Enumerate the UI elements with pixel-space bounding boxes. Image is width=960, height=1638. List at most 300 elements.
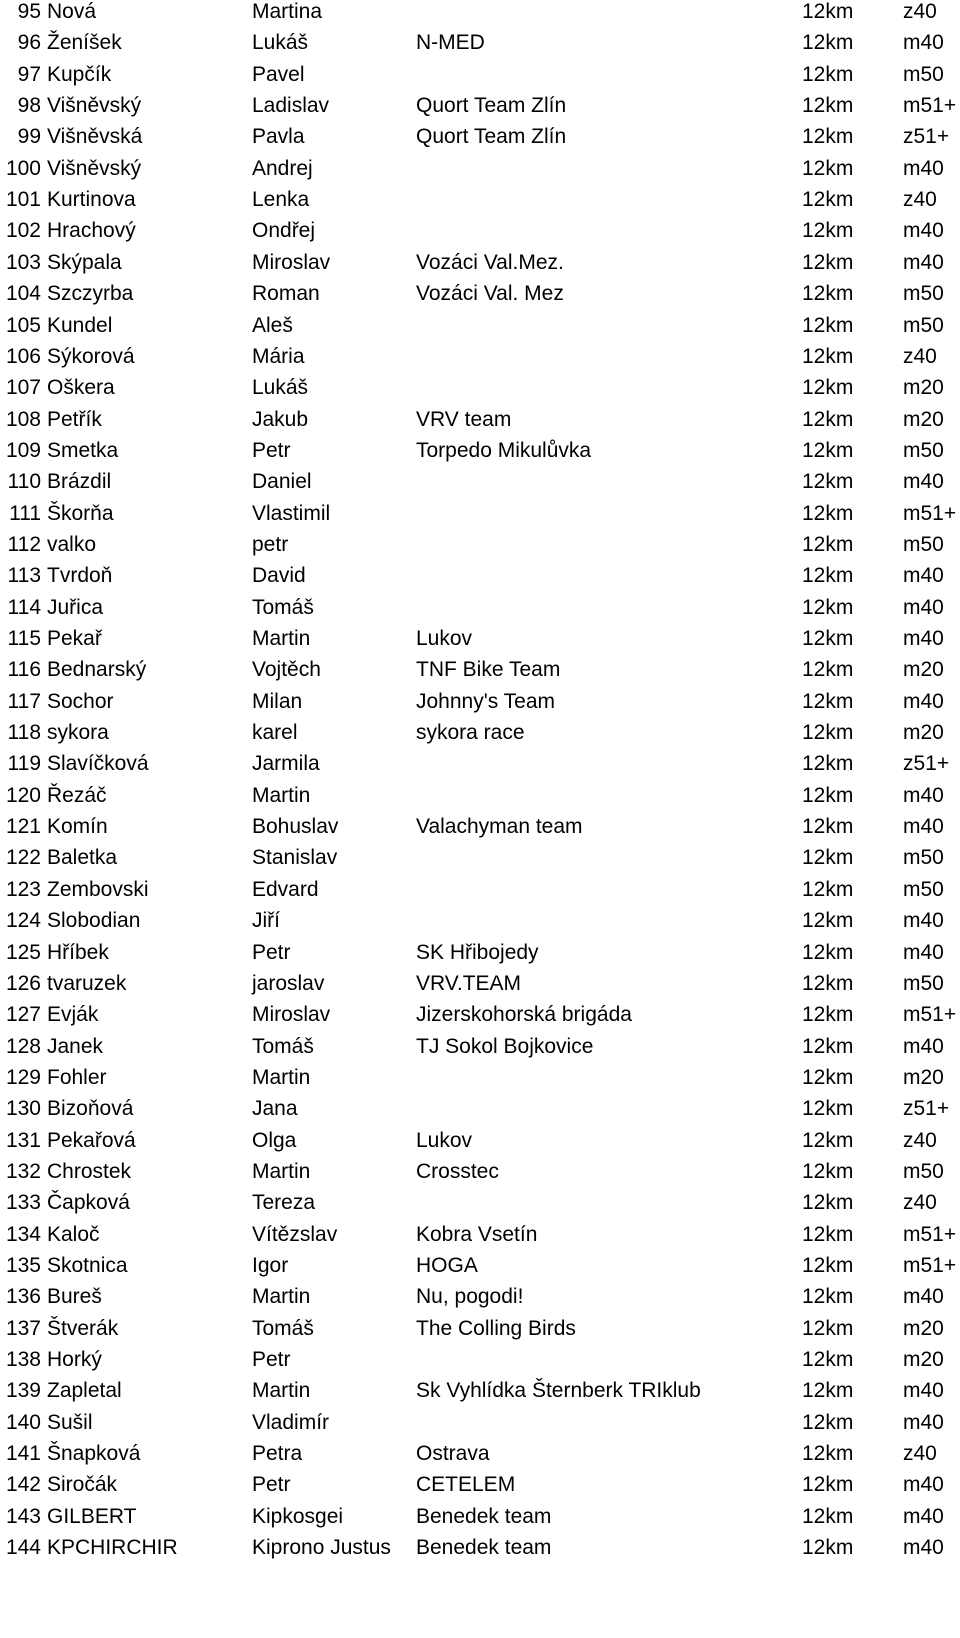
last-name: Řezáč xyxy=(47,783,107,807)
first-name: Lukáš xyxy=(252,31,309,55)
last-name: Kurtinova xyxy=(47,188,136,212)
team-name: TJ Sokol Bojkovice xyxy=(416,1034,594,1058)
last-name: Kaloč xyxy=(47,1222,100,1246)
last-name: Štverák xyxy=(47,1316,119,1340)
team-name: N-MED xyxy=(416,31,485,55)
table-row xyxy=(0,1501,960,1533)
table-row xyxy=(0,968,960,1000)
first-name: Roman xyxy=(252,282,320,306)
category: m40 xyxy=(903,564,944,588)
first-name: karel xyxy=(252,721,298,745)
team-name: Vozáci Val.Mez. xyxy=(416,250,564,274)
team-name: CETELEM xyxy=(416,1473,516,1497)
start-number: 140 xyxy=(5,1410,41,1434)
table-row xyxy=(0,686,960,718)
category: z40 xyxy=(903,1442,937,1466)
team-name: Nu, pogodi! xyxy=(416,1285,524,1309)
start-number: 132 xyxy=(5,1159,41,1183)
start-number: 126 xyxy=(5,971,41,995)
last-name: Oškera xyxy=(47,376,115,400)
first-name: Tomáš xyxy=(252,595,314,619)
first-name: Igor xyxy=(252,1254,289,1277)
category: m50 xyxy=(903,1159,944,1183)
category: m20 xyxy=(903,1348,944,1372)
category: z51+ xyxy=(903,125,950,149)
table-row xyxy=(0,811,960,843)
table-row xyxy=(0,1407,960,1439)
team-name: Ostrava xyxy=(416,1442,490,1466)
category: m50 xyxy=(903,877,944,901)
start-number: 137 xyxy=(5,1316,41,1340)
first-name: Petr xyxy=(252,940,291,964)
table-row xyxy=(0,905,960,937)
table-row xyxy=(0,0,960,28)
distance: 12km xyxy=(802,188,854,212)
table-row xyxy=(0,278,960,310)
category: m20 xyxy=(903,407,944,431)
distance: 12km xyxy=(802,0,854,23)
start-number: 128 xyxy=(5,1034,41,1058)
distance: 12km xyxy=(802,501,854,525)
start-number: 112 xyxy=(7,532,41,556)
distance: 12km xyxy=(802,658,854,682)
table-row xyxy=(0,1532,960,1564)
last-name: Višněvský xyxy=(47,94,142,118)
first-name: Lukáš xyxy=(252,376,309,400)
start-number: 95 xyxy=(17,0,41,23)
table-row xyxy=(0,215,960,247)
first-name: Martina xyxy=(252,0,323,23)
distance: 12km xyxy=(802,721,854,745)
first-name: David xyxy=(252,564,306,588)
start-number: 121 xyxy=(5,815,41,839)
category: m40 xyxy=(903,595,944,619)
start-number: 98 xyxy=(17,94,41,118)
last-name: Siročák xyxy=(47,1473,118,1497)
first-name: Tomáš xyxy=(252,1316,314,1340)
distance: 12km xyxy=(802,1065,854,1089)
category: m40 xyxy=(903,689,944,713)
start-number: 101 xyxy=(5,188,41,212)
team-name: Benedek team xyxy=(416,1536,552,1560)
table-row xyxy=(0,717,960,749)
last-name: Komín xyxy=(47,815,108,839)
first-name: Kiprono Justus xyxy=(252,1536,391,1560)
category: z40 xyxy=(903,0,937,23)
distance: 12km xyxy=(802,846,854,870)
table-row xyxy=(0,1281,960,1313)
distance: 12km xyxy=(802,407,854,431)
category: m40 xyxy=(903,250,944,274)
team-name: The Colling Birds xyxy=(416,1316,576,1340)
last-name: Baletka xyxy=(47,846,118,870)
distance: 12km xyxy=(802,1473,854,1497)
first-name: Tomáš xyxy=(252,1034,314,1058)
category: m40 xyxy=(903,1034,944,1058)
last-name: Evják xyxy=(47,1003,99,1027)
distance: 12km xyxy=(802,1128,854,1152)
first-name: Vítězslav xyxy=(252,1222,338,1246)
last-name: Horký xyxy=(47,1348,102,1372)
category: m40 xyxy=(903,1410,944,1434)
table-row xyxy=(0,1250,960,1282)
team-name: Johnny's Team xyxy=(416,689,556,713)
table-row xyxy=(0,435,960,467)
distance: 12km xyxy=(802,1159,854,1183)
table-row xyxy=(0,498,960,530)
distance: 12km xyxy=(802,1097,854,1121)
first-name: Martin xyxy=(252,783,311,807)
category: z40 xyxy=(903,188,937,212)
team-name: Lukov xyxy=(416,627,473,650)
team-name: Vozáci Val. Mez xyxy=(416,282,564,306)
distance: 12km xyxy=(802,438,854,462)
category: m20 xyxy=(903,721,944,745)
team-name: Lukov xyxy=(416,1128,473,1152)
team-name: Sk Vyhlídka Šternberk TRIklub xyxy=(416,1379,701,1403)
last-name: Zembovski xyxy=(47,877,149,901)
last-name: Višněvská xyxy=(47,125,143,149)
distance: 12km xyxy=(802,532,854,556)
start-number: 133 xyxy=(5,1191,41,1215)
distance: 12km xyxy=(802,1316,854,1340)
last-name: Slobodian xyxy=(47,909,141,933)
table-row xyxy=(0,1469,960,1501)
category: m50 xyxy=(903,846,944,870)
last-name: Pekař xyxy=(47,627,102,650)
last-name: Brázdil xyxy=(47,470,112,494)
last-name: Pekařová xyxy=(47,1128,136,1152)
last-name: Smetka xyxy=(47,438,119,462)
first-name: Miroslav xyxy=(252,250,331,274)
distance: 12km xyxy=(802,250,854,274)
category: m51+ xyxy=(903,501,957,525)
last-name: Hrachový xyxy=(47,219,136,243)
first-name: Jiří xyxy=(252,909,280,933)
distance: 12km xyxy=(802,313,854,337)
distance: 12km xyxy=(802,1222,854,1246)
last-name: Bednarský xyxy=(47,658,147,682)
first-name: Vladimír xyxy=(252,1410,330,1434)
distance: 12km xyxy=(802,783,854,807)
category: z51+ xyxy=(903,752,950,776)
last-name: Hříbek xyxy=(47,940,109,964)
team-name: SK Hřibojedy xyxy=(416,940,539,964)
last-name: tvaruzek xyxy=(47,971,127,995)
category: m51+ xyxy=(903,94,957,118)
table-row xyxy=(0,780,960,812)
table-row xyxy=(0,592,960,624)
table-row xyxy=(0,1093,960,1125)
first-name: Martin xyxy=(252,1065,311,1089)
first-name: Ondřej xyxy=(252,219,316,243)
first-name: Pavla xyxy=(252,125,305,149)
table-row xyxy=(0,1031,960,1063)
start-number: 106 xyxy=(5,344,41,368)
distance: 12km xyxy=(802,344,854,368)
last-name: Chrostek xyxy=(47,1159,132,1183)
category: m40 xyxy=(903,1285,944,1309)
last-name: Čapková xyxy=(47,1191,130,1215)
first-name: Vlastimil xyxy=(252,501,331,525)
start-number: 143 xyxy=(5,1504,41,1528)
category: z40 xyxy=(903,1128,937,1152)
category: m50 xyxy=(903,62,944,86)
distance: 12km xyxy=(802,156,854,180)
distance: 12km xyxy=(802,1442,854,1466)
start-number: 129 xyxy=(5,1065,41,1089)
team-name: Quort Team Zlín xyxy=(416,125,567,149)
category: z40 xyxy=(903,1191,937,1215)
team-name: HOGA xyxy=(416,1254,478,1277)
last-name: Sochor xyxy=(47,689,114,713)
table-row xyxy=(0,937,960,969)
category: m51+ xyxy=(903,1003,957,1027)
start-number: 100 xyxy=(5,156,41,180)
start-number: 115 xyxy=(7,627,41,650)
category: m50 xyxy=(903,532,944,556)
distance: 12km xyxy=(802,125,854,149)
distance: 12km xyxy=(802,877,854,901)
table-row xyxy=(0,1156,960,1188)
first-name: Jarmila xyxy=(252,752,320,776)
last-name: Slavíčková xyxy=(47,752,149,776)
start-number: 109 xyxy=(5,438,41,462)
category: m40 xyxy=(903,470,944,494)
last-name: Zapletal xyxy=(47,1379,122,1403)
team-name: Quort Team Zlín xyxy=(416,94,567,118)
start-number: 116 xyxy=(7,658,41,682)
start-number: 127 xyxy=(5,1003,41,1027)
distance: 12km xyxy=(802,909,854,933)
category: m40 xyxy=(903,627,944,650)
start-number: 125 xyxy=(5,940,41,964)
first-name: Ladislav xyxy=(252,94,330,118)
first-name: Petr xyxy=(252,1473,291,1497)
distance: 12km xyxy=(802,1379,854,1403)
distance: 12km xyxy=(802,1191,854,1215)
distance: 12km xyxy=(802,31,854,55)
start-number: 123 xyxy=(5,877,41,901)
first-name: Aleš xyxy=(252,313,293,337)
last-name: Tvrdoň xyxy=(47,564,113,588)
last-name: Šnapková xyxy=(47,1442,141,1466)
team-name: sykora race xyxy=(416,721,525,745)
first-name: Stanislav xyxy=(252,846,338,870)
last-name: KPCHIRCHIR xyxy=(47,1536,178,1560)
category: m50 xyxy=(903,282,944,306)
category: m40 xyxy=(903,815,944,839)
distance: 12km xyxy=(802,1410,854,1434)
last-name: Fohler xyxy=(47,1065,107,1089)
category: z51+ xyxy=(903,1097,950,1121)
table-row xyxy=(0,1313,960,1345)
start-number: 105 xyxy=(5,313,41,337)
category: m20 xyxy=(903,1065,944,1089)
first-name: Jana xyxy=(252,1097,298,1121)
distance: 12km xyxy=(802,940,854,964)
first-name: Mária xyxy=(252,344,305,368)
start-number: 141 xyxy=(5,1442,41,1466)
table-row xyxy=(0,466,960,498)
table-row xyxy=(0,529,960,561)
first-name: Vojtěch xyxy=(252,658,321,682)
team-name: VRV.TEAM xyxy=(416,971,522,995)
last-name: Sušil xyxy=(47,1410,93,1434)
start-number: 107 xyxy=(5,376,41,400)
distance: 12km xyxy=(802,1034,854,1058)
table-row xyxy=(0,1375,960,1407)
start-number: 104 xyxy=(5,282,41,306)
start-number: 111 xyxy=(9,501,41,525)
first-name: Petra xyxy=(252,1442,303,1466)
first-name: Martin xyxy=(252,1159,311,1183)
distance: 12km xyxy=(802,627,854,650)
start-number: 122 xyxy=(5,846,41,870)
table-row xyxy=(0,1062,960,1094)
table-row xyxy=(0,90,960,122)
last-name: sykora xyxy=(47,721,109,745)
distance: 12km xyxy=(802,1504,854,1528)
table-row xyxy=(0,404,960,436)
category: m40 xyxy=(903,219,944,243)
team-name: Benedek team xyxy=(416,1504,552,1528)
distance: 12km xyxy=(802,376,854,400)
category: m50 xyxy=(903,313,944,337)
start-number: 131 xyxy=(5,1128,41,1152)
start-number: 110 xyxy=(7,470,41,494)
start-number: 118 xyxy=(7,721,41,745)
category: m51+ xyxy=(903,1222,957,1246)
category: m40 xyxy=(903,1536,944,1560)
table-row xyxy=(0,842,960,874)
team-name: Crosstec xyxy=(416,1159,499,1183)
first-name: Petr xyxy=(252,438,291,462)
last-name: Bizoňová xyxy=(47,1097,134,1121)
start-number: 130 xyxy=(5,1097,41,1121)
distance: 12km xyxy=(802,971,854,995)
team-name: VRV team xyxy=(416,407,512,431)
start-number: 144 xyxy=(5,1536,41,1560)
distance: 12km xyxy=(802,470,854,494)
category: m40 xyxy=(903,1473,944,1497)
distance: 12km xyxy=(802,1254,854,1277)
table-row xyxy=(0,1219,960,1251)
team-name: Valachyman team xyxy=(416,815,583,839)
last-name: Škorňa xyxy=(47,501,114,525)
start-number: 134 xyxy=(5,1222,41,1246)
category: m51+ xyxy=(903,1254,957,1277)
distance: 12km xyxy=(802,815,854,839)
start-number: 97 xyxy=(17,62,41,86)
distance: 12km xyxy=(802,219,854,243)
start-number: 102 xyxy=(5,219,41,243)
team-name: Jizerskohorská brigáda xyxy=(416,1003,632,1027)
table-row xyxy=(0,1438,960,1470)
first-name: Edvard xyxy=(252,877,319,901)
first-name: Jakub xyxy=(252,407,309,431)
table-row xyxy=(0,623,960,655)
first-name: Miroslav xyxy=(252,1003,331,1027)
first-name: Lenka xyxy=(252,188,310,212)
distance: 12km xyxy=(802,1348,854,1372)
start-number: 119 xyxy=(7,752,41,776)
category: m40 xyxy=(903,31,944,55)
category: m40 xyxy=(903,1379,944,1403)
distance: 12km xyxy=(802,1003,854,1027)
table-row xyxy=(0,121,960,153)
first-name: Kipkosgei xyxy=(252,1504,344,1528)
distance: 12km xyxy=(802,564,854,588)
table-row xyxy=(0,748,960,780)
first-name: Bohuslav xyxy=(252,815,339,839)
table-row xyxy=(0,59,960,91)
category: m40 xyxy=(903,156,944,180)
last-name: Petřík xyxy=(47,407,102,431)
last-name: GILBERT xyxy=(47,1504,137,1528)
distance: 12km xyxy=(802,1285,854,1309)
table-row xyxy=(0,560,960,592)
first-name: Martin xyxy=(252,627,311,650)
start-number: 124 xyxy=(5,909,41,933)
table-row xyxy=(0,247,960,279)
start-number: 99 xyxy=(17,125,41,149)
table-row xyxy=(0,341,960,373)
first-name: Andrej xyxy=(252,156,313,180)
start-number: 136 xyxy=(5,1285,41,1309)
distance: 12km xyxy=(802,595,854,619)
distance: 12km xyxy=(802,1536,854,1560)
start-number: 103 xyxy=(5,250,41,274)
last-name: Nová xyxy=(47,0,97,23)
first-name: Martin xyxy=(252,1379,311,1403)
start-number: 139 xyxy=(5,1379,41,1403)
first-name: Olga xyxy=(252,1128,297,1152)
table-row xyxy=(0,27,960,59)
table-row xyxy=(0,1344,960,1376)
last-name: Kundel xyxy=(47,313,113,337)
table-row xyxy=(0,1187,960,1219)
start-number: 120 xyxy=(5,783,41,807)
table-row xyxy=(0,1125,960,1157)
category: m40 xyxy=(903,909,944,933)
table-row xyxy=(0,874,960,906)
category: m20 xyxy=(903,658,944,682)
distance: 12km xyxy=(802,689,854,713)
last-name: Kupčík xyxy=(47,62,112,86)
first-name: Pavel xyxy=(252,62,305,86)
start-number: 113 xyxy=(7,564,41,588)
category: m40 xyxy=(903,940,944,964)
table-row xyxy=(0,999,960,1031)
table-row xyxy=(0,310,960,342)
start-number: 142 xyxy=(5,1473,41,1497)
first-name: Tereza xyxy=(252,1191,316,1215)
distance: 12km xyxy=(802,62,854,86)
first-name: Milan xyxy=(252,689,303,713)
distance: 12km xyxy=(802,282,854,306)
category: m40 xyxy=(903,783,944,807)
table-row xyxy=(0,654,960,686)
category: m40 xyxy=(903,1504,944,1528)
table-row xyxy=(0,372,960,404)
table-row xyxy=(0,184,960,216)
last-name: Ženíšek xyxy=(47,31,122,55)
last-name: Skotnica xyxy=(47,1254,128,1277)
last-name: Bureš xyxy=(47,1285,102,1309)
distance: 12km xyxy=(802,94,854,118)
category: m50 xyxy=(903,971,944,995)
